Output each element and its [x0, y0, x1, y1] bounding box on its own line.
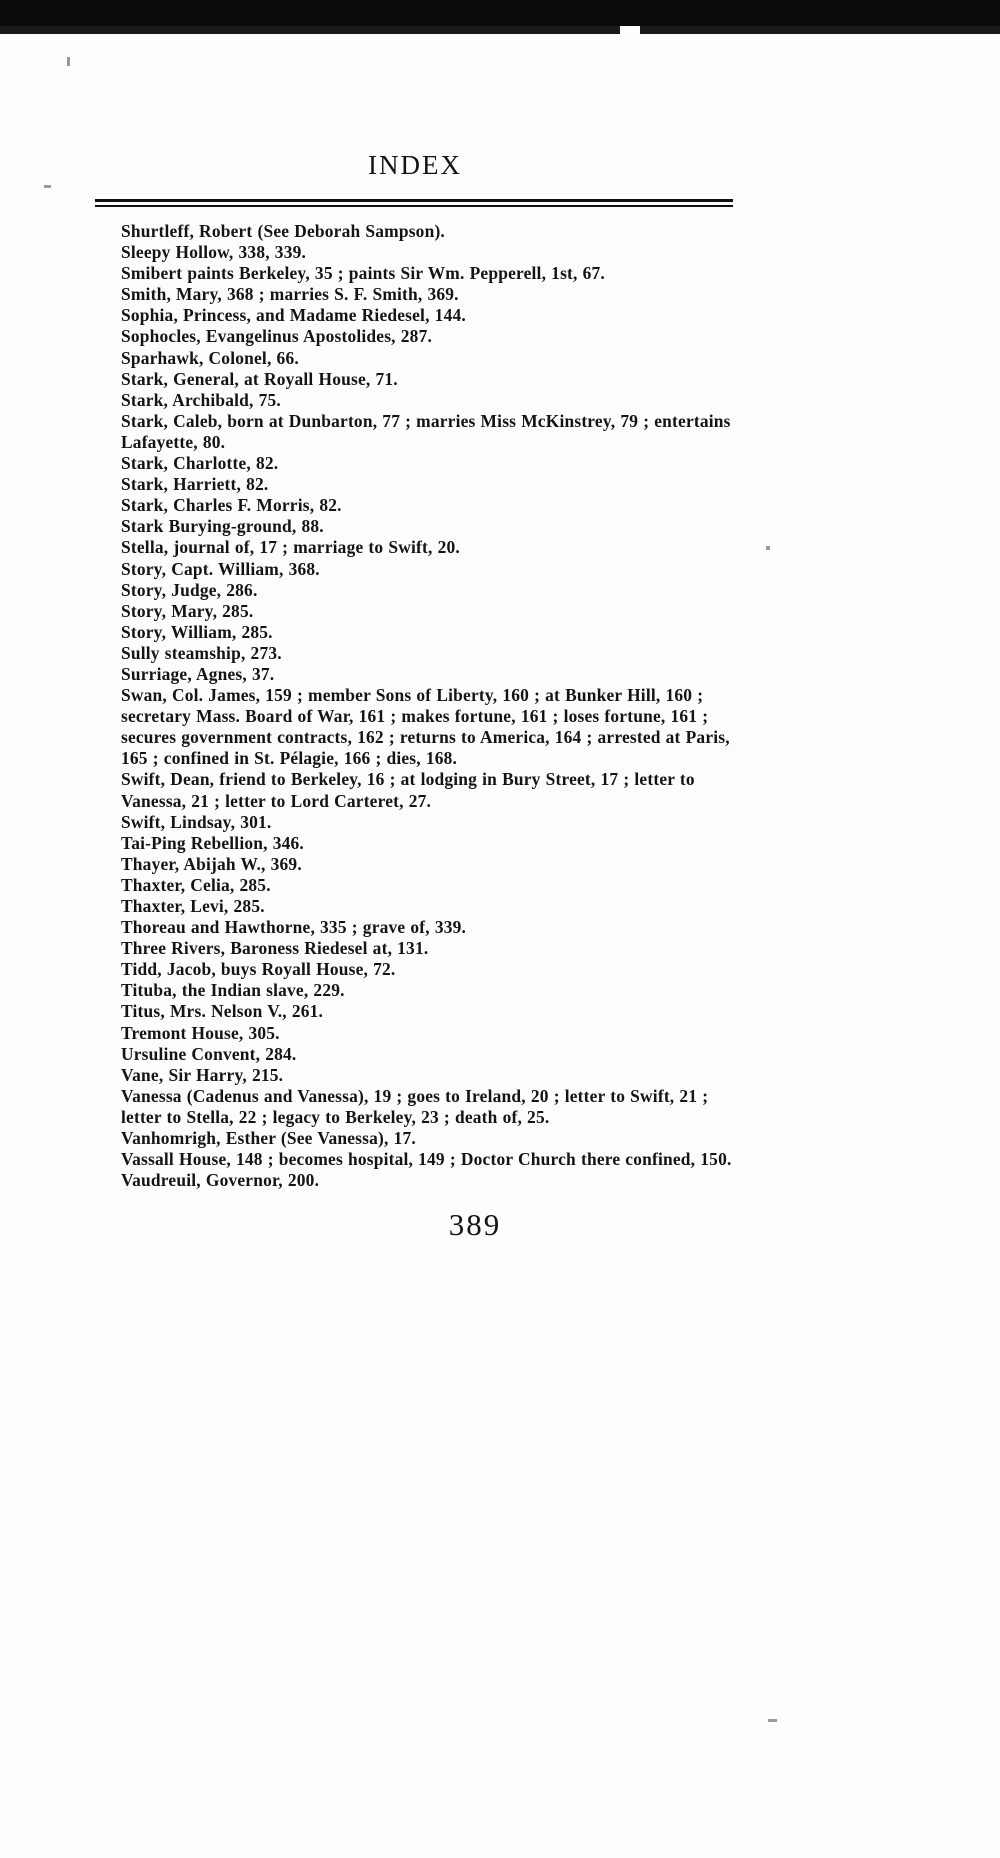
scan-speck — [766, 546, 770, 550]
index-entry: Tai-Ping Rebellion, 346. — [121, 832, 304, 853]
index-entry: Vaudreuil, Governor, 200. — [121, 1170, 320, 1191]
index-entry: Stark, Charlotte, 82. — [121, 453, 279, 474]
index-entry: Vassall House, 148 ; becomes hospital, 149 ; Doctor Church there confined, 150. — [121, 1149, 732, 1170]
index-entry: Story, Judge, 286. — [121, 579, 258, 600]
page-content — [95, 150, 735, 1267]
index-entry: Swift, Dean, friend to Berkeley, 16 ; at lodging in Bury Street, 17 ; letter to Vanessa, 21 ; letter to Lord Carteret, 27. — [121, 769, 700, 811]
index-entry: Swan, Col. James, 159 ; member Sons of Liberty, 160 ; at Bunker Hill, 160 ; secretary Mass. Board of War, 161 ; makes fortune, 161 ; loses fortune, 161 ; secures government contracts, 162 ; returns to America, 164 ; arrested at Paris, 165 ; confined in St. Pélagie, 166 ; dies, 168. — [121, 685, 735, 769]
scan-speck — [768, 1719, 777, 1722]
scan-edge-top — [0, 0, 1000, 26]
index-entry: Smibert paints Berkeley, 35 ; paints Sir Wm. Pepperell, 1st, 67. — [121, 263, 605, 284]
heading-divider — [95, 199, 733, 207]
index-entry: Sparhawk, Colonel, 66. — [121, 347, 299, 368]
index-entry: Vanhomrigh, Esther (See Vanessa), 17. — [121, 1128, 416, 1149]
scan-speck — [67, 57, 70, 66]
page-number: 389 — [448, 1207, 502, 1243]
index-entry: Thaxter, Celia, 285. — [121, 874, 271, 895]
index-entry: Tidd, Jacob, buys Royall House, 72. — [121, 959, 396, 980]
index-entry: Stark, General, at Royall House, 71. — [121, 368, 398, 389]
index-entry-list — [95, 221, 735, 1191]
index-entry: Sophocles, Evangelinus Apostolides, 287. — [121, 326, 433, 347]
index-entry: Story, Capt. William, 368. — [121, 558, 320, 579]
index-entry: Thayer, Abijah W., 369. — [121, 853, 302, 874]
index-entry: Stark, Harriett, 82. — [121, 474, 269, 495]
index-entry: Swift, Lindsay, 301. — [121, 811, 272, 832]
index-entry: Tituba, the Indian slave, 229. — [121, 980, 345, 1001]
index-entry: Sleepy Hollow, 338, 339. — [121, 242, 307, 263]
scan-speck — [44, 185, 51, 188]
index-entry: Shurtleff, Robert (See Deborah Sampson). — [121, 221, 445, 241]
index-entry: Stark, Caleb, born at Dunbarton, 77 ; marries Miss McKinstrey, 79 ; entertains Lafayette, 80. — [121, 410, 736, 452]
index-entry: Stella, journal of, 17 ; marriage to Swift, 20. — [121, 537, 460, 558]
index-entry: Stark Burying-ground, 88. — [121, 516, 324, 537]
index-entry: Smith, Mary, 368 ; marries S. F. Smith, 369. — [121, 284, 459, 305]
index-entry: Story, Mary, 285. — [121, 600, 254, 621]
index-entry: Tremont House, 305. — [121, 1022, 280, 1043]
index-entry: Thaxter, Levi, 285. — [121, 896, 265, 916]
index-entry: Stark, Charles F. Morris, 82. — [121, 495, 342, 516]
index-entry: Ursuline Convent, 284. — [121, 1043, 297, 1064]
page-number-area — [95, 1207, 735, 1267]
index-entry: Vanessa (Cadenus and Vanessa), 19 ; goes to Ireland, 20 ; letter to Swift, 21 ; letter to Stella, 22 ; legacy to Berkeley, 23 ; death of, 25. — [121, 1085, 714, 1127]
index-entry: Story, William, 285. — [121, 621, 273, 642]
index-entry: Surriage, Agnes, 37. — [121, 663, 275, 684]
page-title: INDEX — [368, 150, 462, 180]
index-entry: Three Rivers, Baroness Riedesel at, 131. — [121, 938, 429, 959]
index-entry: Titus, Mrs. Nelson V., 261. — [121, 1001, 324, 1022]
index-entry: Thoreau and Hawthorne, 335 ; grave of, 339. — [121, 917, 467, 938]
index-entry: Sully steamship, 273. — [121, 642, 282, 663]
index-entry: Stark, Archibald, 75. — [121, 389, 281, 410]
index-entry: Vane, Sir Harry, 215. — [121, 1064, 284, 1085]
index-entry: Sophia, Princess, and Madame Riedesel, 144. — [121, 305, 466, 326]
